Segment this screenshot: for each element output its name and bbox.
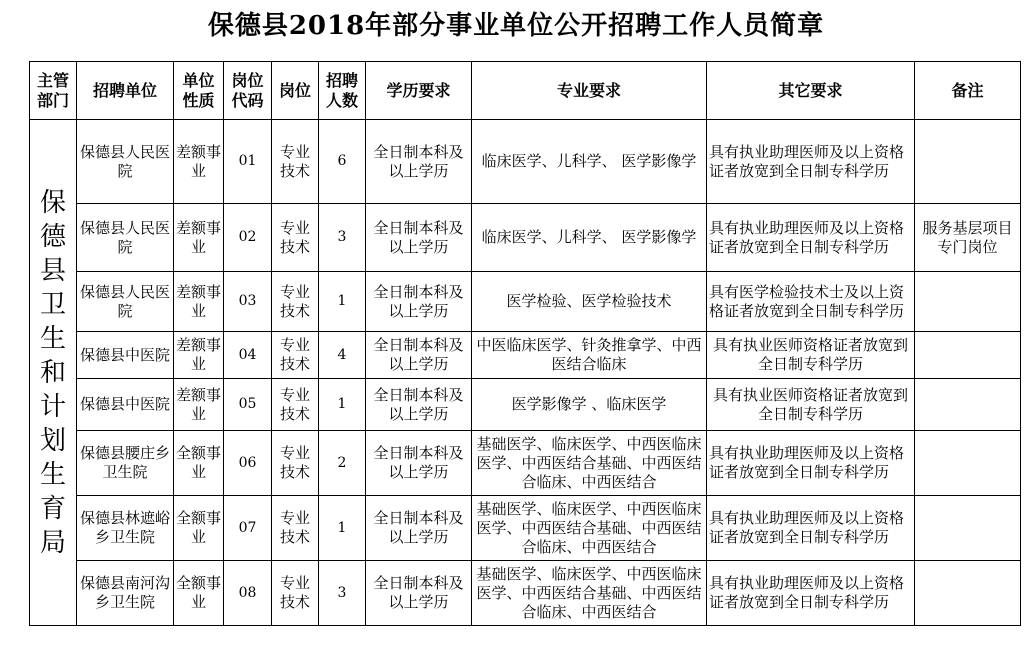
post-cell: 专业技术 <box>272 431 319 496</box>
count-cell: 3 <box>319 204 366 272</box>
nature-cell: 全额事业 <box>174 431 224 496</box>
edu-cell: 全日制本科及以上学历 <box>366 561 472 626</box>
note-cell <box>915 431 1021 496</box>
page-title: 保德县2018年部分事业单位公开招聘工作人员简章 <box>207 11 825 41</box>
post-cell: 专业技术 <box>272 272 319 332</box>
count-cell: 1 <box>319 496 366 561</box>
table-row <box>30 561 1021 626</box>
note-cell <box>915 272 1021 332</box>
other-cell: 具有执业助理医师及以上资格证者放宽到全日制专科学历 <box>707 431 915 496</box>
col-header-dept: 主管部门 <box>30 62 77 120</box>
major-cell: 医学检验、医学检验技术 <box>472 272 707 332</box>
nature-cell: 差额事业 <box>174 120 224 204</box>
col-header-edu: 学历要求 <box>366 62 472 120</box>
count-cell: 6 <box>319 120 366 204</box>
table-row <box>30 332 1021 379</box>
nature-cell: 差额事业 <box>174 204 224 272</box>
col-header-nature: 单位性质 <box>174 62 224 120</box>
other-cell: 具有执业医师资格证者放宽到全日制专科学历 <box>707 379 915 431</box>
nature-cell: 全额事业 <box>174 496 224 561</box>
table-row <box>30 431 1021 496</box>
edu-cell: 全日制本科及以上学历 <box>366 379 472 431</box>
code-cell: 06 <box>224 431 272 496</box>
count-cell: 4 <box>319 332 366 379</box>
table-row <box>30 204 1021 272</box>
unit-cell: 保德县人民医院 <box>77 204 174 272</box>
note-cell <box>915 332 1021 379</box>
col-header-post: 岗位 <box>272 62 319 120</box>
other-cell: 具有执业助理医师及以上资格证者放宽到全日制专科学历 <box>707 204 915 272</box>
other-cell: 具有执业助理医师及以上资格证者放宽到全日制专科学历 <box>707 496 915 561</box>
code-cell: 05 <box>224 379 272 431</box>
post-cell: 专业技术 <box>272 332 319 379</box>
major-cell: 临床医学、儿科学、 医学影像学 <box>472 204 707 272</box>
table-row <box>30 496 1021 561</box>
post-cell: 专业技术 <box>272 204 319 272</box>
code-cell: 04 <box>224 332 272 379</box>
other-cell: 具有执业助理医师及以上资格证者放宽到全日制专科学历 <box>707 120 915 204</box>
count-cell: 1 <box>319 272 366 332</box>
note-cell <box>915 561 1021 626</box>
code-cell: 02 <box>224 204 272 272</box>
unit-cell: 保德县人民医院 <box>77 272 174 332</box>
major-cell: 基础医学、临床医学、中西医临床医学、中西医结合基础、中西医结合临床、中西医结合 <box>472 496 707 561</box>
unit-cell: 保德县人民医院 <box>77 120 174 204</box>
nature-cell: 差额事业 <box>174 332 224 379</box>
department-cell <box>30 120 77 626</box>
code-cell: 01 <box>224 120 272 204</box>
department-name: 保德县卫生和计划生育局 <box>39 187 66 558</box>
table-row <box>30 272 1021 332</box>
edu-cell: 全日制本科及以上学历 <box>366 204 472 272</box>
table-row <box>30 379 1021 431</box>
edu-cell: 全日制本科及以上学历 <box>366 496 472 561</box>
note-cell <box>915 496 1021 561</box>
nature-cell: 差额事业 <box>174 379 224 431</box>
col-header-count: 招聘人数 <box>319 62 366 120</box>
major-cell: 基础医学、临床医学、中西医临床医学、中西医结合基础、中西医结合临床、中西医结合 <box>472 431 707 496</box>
col-header-major: 专业要求 <box>472 62 707 120</box>
unit-cell: 保德县中医院 <box>77 332 174 379</box>
unit-cell: 保德县腰庄乡卫生院 <box>77 431 174 496</box>
post-cell: 专业技术 <box>272 496 319 561</box>
major-cell: 中医临床医学、针灸推拿学、中西医结合临床 <box>472 332 707 379</box>
post-cell: 专业技术 <box>272 120 319 204</box>
count-cell: 1 <box>319 379 366 431</box>
edu-cell: 全日制本科及以上学历 <box>366 120 472 204</box>
major-cell: 临床医学、儿科学、 医学影像学 <box>472 120 707 204</box>
note-cell <box>915 379 1021 431</box>
code-cell: 07 <box>224 496 272 561</box>
unit-cell: 保德县林遮峪乡卫生院 <box>77 496 174 561</box>
major-cell: 医学影像学 、临床医学 <box>472 379 707 431</box>
col-header-code: 岗位代码 <box>224 62 272 120</box>
other-cell: 具有医学检验技术士及以上资格证者放宽到全日制专科学历 <box>707 272 915 332</box>
nature-cell: 全额事业 <box>174 561 224 626</box>
unit-cell: 保德县中医院 <box>77 379 174 431</box>
count-cell: 3 <box>319 561 366 626</box>
col-header-other: 其它要求 <box>707 62 915 120</box>
edu-cell: 全日制本科及以上学历 <box>366 431 472 496</box>
major-cell: 基础医学、临床医学、中西医临床医学、中西医结合基础、中西医结合临床、中西医结合 <box>472 561 707 626</box>
other-cell: 具有执业医师资格证者放宽到全日制专科学历 <box>707 332 915 379</box>
unit-cell: 保德县南河沟乡卫生院 <box>77 561 174 626</box>
table-row <box>30 120 1021 204</box>
edu-cell: 全日制本科及以上学历 <box>366 332 472 379</box>
other-cell: 具有执业助理医师及以上资格证者放宽到全日制专科学历 <box>707 561 915 626</box>
post-cell: 专业技术 <box>272 561 319 626</box>
note-cell: 服务基层项目专门岗位 <box>915 204 1021 272</box>
code-cell: 03 <box>224 272 272 332</box>
code-cell: 08 <box>224 561 272 626</box>
col-header-unit: 招聘单位 <box>77 62 174 120</box>
col-header-note: 备注 <box>915 62 1021 120</box>
recruitment-table <box>29 61 1021 626</box>
note-cell <box>915 120 1021 204</box>
count-cell: 2 <box>319 431 366 496</box>
post-cell: 专业技术 <box>272 379 319 431</box>
nature-cell: 差额事业 <box>174 272 224 332</box>
edu-cell: 全日制本科及以上学历 <box>366 272 472 332</box>
header-row <box>30 62 1021 120</box>
